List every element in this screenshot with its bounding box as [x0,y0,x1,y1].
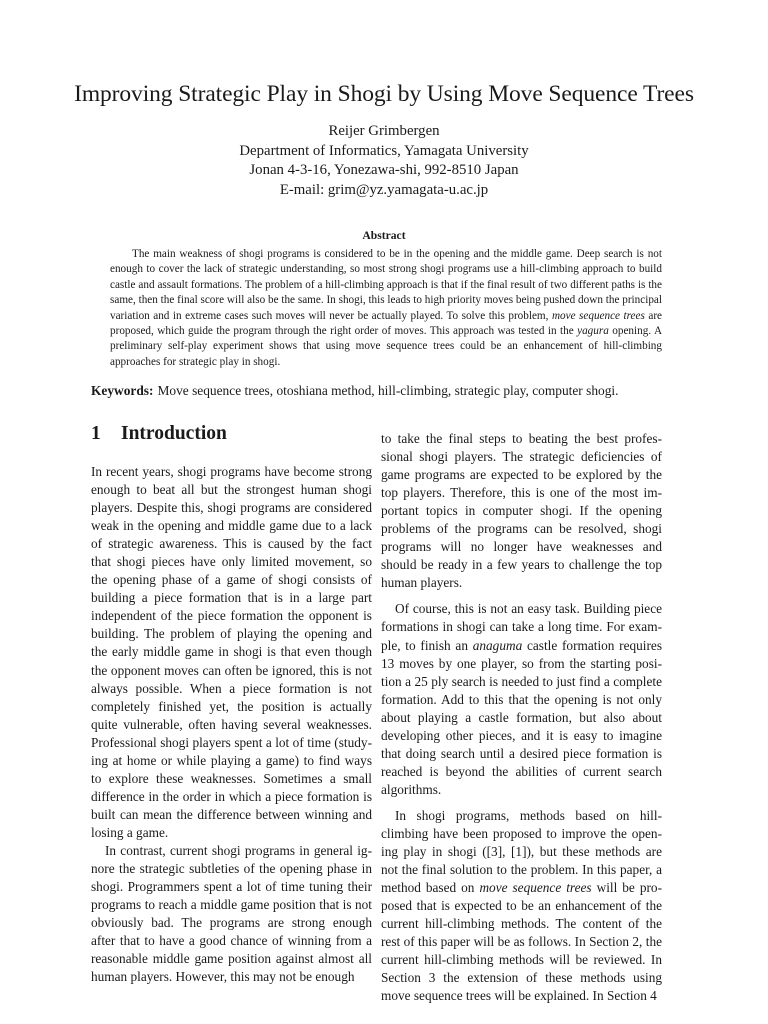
abstract-text-3: opening. A preliminary self-play experiment shows that using move sequence trees could be an enhancement of hill-climbing approaches for strategic play in shogi. [110,325,663,368]
right-paragraph-1: to take the final steps to beating the best professional shogi players. The strategic deficiencies of game programs are expected to be explored by the top players. Therefore, this is one of the most important topics in computer shogi. If the opening problems of the programs can be resolved, shogi programs will no longer have weaknesses and should be ready in a few years to challenge the top human players. [381,431,662,591]
author-name: Reijer Grimbergen [328,123,440,139]
abstract-paragraph [110,247,662,370]
keywords-text: Move sequence trees, otoshiana method, hill-climbing, strategic play, computer shogi. [157,383,619,398]
author-block [0,122,768,200]
abstract-heading: Abstract [362,229,406,242]
abstract-emphasis-2: yagura [577,325,609,338]
left-column [91,463,372,986]
author-email: E-mail: grim@yz.yamagata-u.ac.jp [279,181,489,198]
keywords-line [91,382,681,400]
right-paragraph-2 [381,600,662,799]
section-heading [91,421,227,447]
abstract-text-1: The main weakness of shogi programs is considered to be in the opening and the middle game. Deep search is not enough to cover the lack of strategic understanding, so most strong shogi programs use a hill-climbing approach to build castle and assault formations. The problem of a hill-climbing approach is that if the final result of two different paths is the same, then the final score will also be the same. In shogi, this leads to high priority moves being pushed down the principal variation and in extreme cases such moves will never be actually played. To solve this problem, [110,248,662,322]
right-p2-text-b: castle formation requires 13 moves by one player, so from the starting position a 25 ply search is needed to just find a complete formation. Add to this that the opening is not only about playing a castle formation, but also about developing other pieces, and it is easy to imagine that doing search until a desired piece formation is reached is beyond the abilities of current search algorithms. [381,637,662,797]
right-paragraph-3 [381,807,662,1006]
section-title: Introduction [121,423,227,444]
left-paragraph-1: In recent years, shogi programs have become strong enough to beat all but the strongest human shogi players. Despite this, shogi programs are considered weak in the opening and middle game due to a lack of strategic awareness. This is caused by the fact that shogi pieces have only limited movement, so the opening phase of a game of shogi consists of building a piece formation that is in a large part independent of the piece formation the opponent is building. The problem of playing the opening and the early middle game in shogi is that even though the opponent moves can often be ignored, this is not always possible. When a piece formation is not completely finished yet, the position is actually quite vulnerable, often having several weaknesses. Professional shogi players spent a lot of time (studying at home or while playing a game) to find ways to explore these weaknesses. Sometimes a small difference in the order in which a piece formation is built can mean the difference between winning and losing a game. [91,464,372,840]
paper-title: Improving Strategic Play in Shogi by Using Move Sequence Trees [74,81,694,107]
right-p3-text-a: In shogi programs, methods based on hill-climbing have been proposed to improve the opening play in shogi ([3], [1]), but these methods are not the final solution to the problem. In this paper, a method based on [381,807,662,896]
author-address: Jonan 4-3-16, Yonezawa-shi, 992-8510 Japan [249,162,519,178]
left-paragraph-2: In contrast, current shogi programs in general ignore the strategic subtleties of the opening phase in shogi. Programmers spent a lot of time tuning their programs to reach a middle game position that is not obviously bad. The programs are strong enough after that to have a good chance of winning from a reasonable middle game position against almost all human players. However, this may not be enough [91,842,372,985]
section-number: 1 [91,423,101,444]
author-department: Department of Informatics, Yamagata University [239,142,529,159]
keywords-label: Keywords: [91,383,154,398]
abstract-body [110,247,662,370]
right-p3-emphasis: move sequence trees [479,880,592,896]
abstract-emphasis-1: move sequence trees [551,309,645,322]
right-p2-emphasis: anaguma [472,637,523,653]
right-column [381,430,662,1005]
right-p2-text-a: Of course, this is not an easy task. Building piece formations in shogi can take a long time. For example, to finish an [381,601,662,653]
abstract-text-2: are proposed, which guide the program through the right order of moves. This approach was tested in the [110,309,663,338]
right-p3-text-b: will be proposed that is expected to be an enhancement of the current hill-climbing methods. The content of the rest of this paper will be as follows. In Section 2, the current hill-climbing methods will be reviewed. In Section 3 the extension of these methods using move sequence trees will be explained. In Section 4 [381,880,662,1004]
